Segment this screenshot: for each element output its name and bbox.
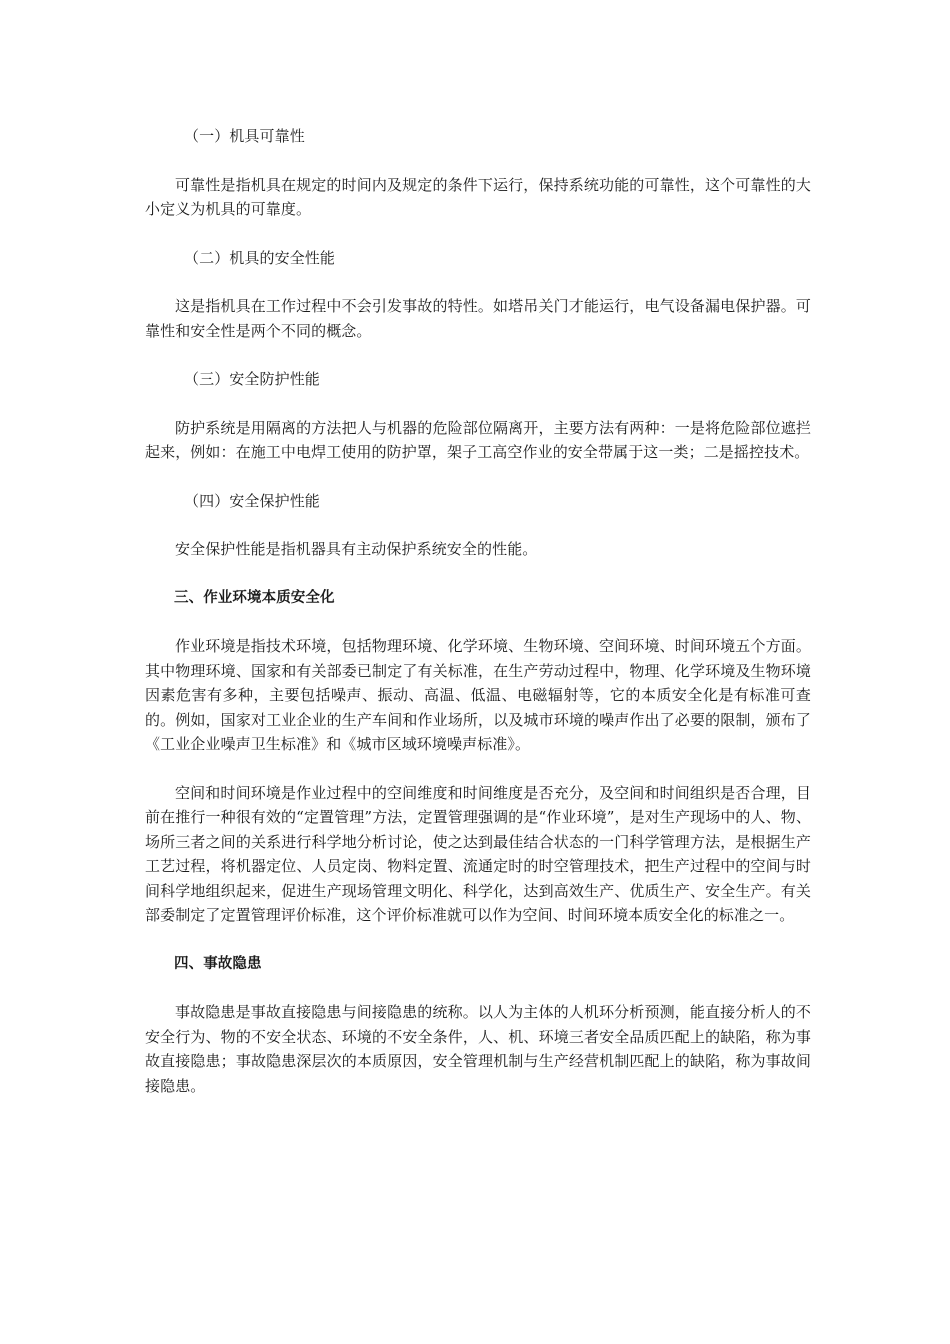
paragraph-safety-protection: 安全保护性能是指机器具有主动保护系统安全的性能。 <box>175 540 538 558</box>
paragraph-reliability: 可靠性是指机具在规定的时间内及规定的条件下运行，保持系统功能的可靠性，这个可靠性的大小定义为机具的可靠度。 <box>145 175 811 218</box>
paragraph-safety-guard: 防护系统是用隔离的方法把人与机器的危险部位隔离开，主要方法有两种：一是将危险部位遮拦起来，例如：在施工中电焊工使用的防护罩，架子工高空作业的安全带属于这一类；二是摇控技术。 <box>145 418 811 461</box>
paragraph-work-environment-2: 空间和时间环境是作业过程中的空间维度和时间维度是否充分，及空间和时间组织是否合理，目前在推行一种很有效的“定置管理”方法，定置管理强调的是“作业环境”，是对生产现场中的人、物、场所三者之间的关系进行科学地分析讨论，使之达到最佳结合状态的一门科学管理方法，是根据生产工艺过程，将机器定位、人员定岗、物料定置、流通定时的时空管理技术，把生产过程中的空间与时间科学地组织起来，促进生产现场管理文明化、科学化，达到高效生产、优质生产、安全生产。有关部委制定了定置管理评价标准，这个评价标准就可以作为空间、时间环境本质安全化的标准之一。 <box>145 783 811 924</box>
section-hidden-dangers: 四、事故隐患 <box>174 955 262 972</box>
paragraph-safety-performance: 这是指机具在工作过程中不会引发事故的特性。如塔吊关门才能运行，电气设备漏电保护器。可靠性和安全性是两个不同的概念。 <box>145 297 811 340</box>
heading-safety-performance: （二）机具的安全性能 <box>184 248 336 267</box>
section-work-environment: 三、作业环境本质安全化 <box>174 589 335 606</box>
paragraph-work-environment-1: 作业环境是指技术环境，包括物理环境、化学环境、生物环境、空间环境、时间环境五个方面。其中物理环境、国家和有关部委已制定了有关标准，在生产劳动过程中，物理、化学环境及生物环境因素危害有多种，主要包括噪声、振动、高温、低温、电磁辐射等，它的本质安全化是有标准可查的。例如，国家对工业企业的生产车间和作业场所，以及城市环境的噪声作出了必要的限制，颁布了《工业企业噪声卫生标准》和《城市区域环境噪声标准》。 <box>145 637 811 753</box>
heading-safety-guard: （三）安全防护性能 <box>184 370 320 388</box>
heading-safety-protection: （四）安全保护性能 <box>184 491 320 510</box>
heading-reliability: （一）机具可靠性 <box>184 127 305 145</box>
paragraph-hidden-dangers: 事故隐患是事故直接隐患与间接隐患的统称。以人为主体的人机环分析预测，能直接分析人的不安全行为、物的不安全状态、环境的不安全条件，人、机、环境三者安全品质匹配上的缺陷，称为事故直接隐患；事故隐患深层次的本质原因，安全管理机制与生产经营机制匹配上的缺陷，称为事故间接隐患。 <box>145 1003 811 1095</box>
document-body <box>145 124 811 1122</box>
